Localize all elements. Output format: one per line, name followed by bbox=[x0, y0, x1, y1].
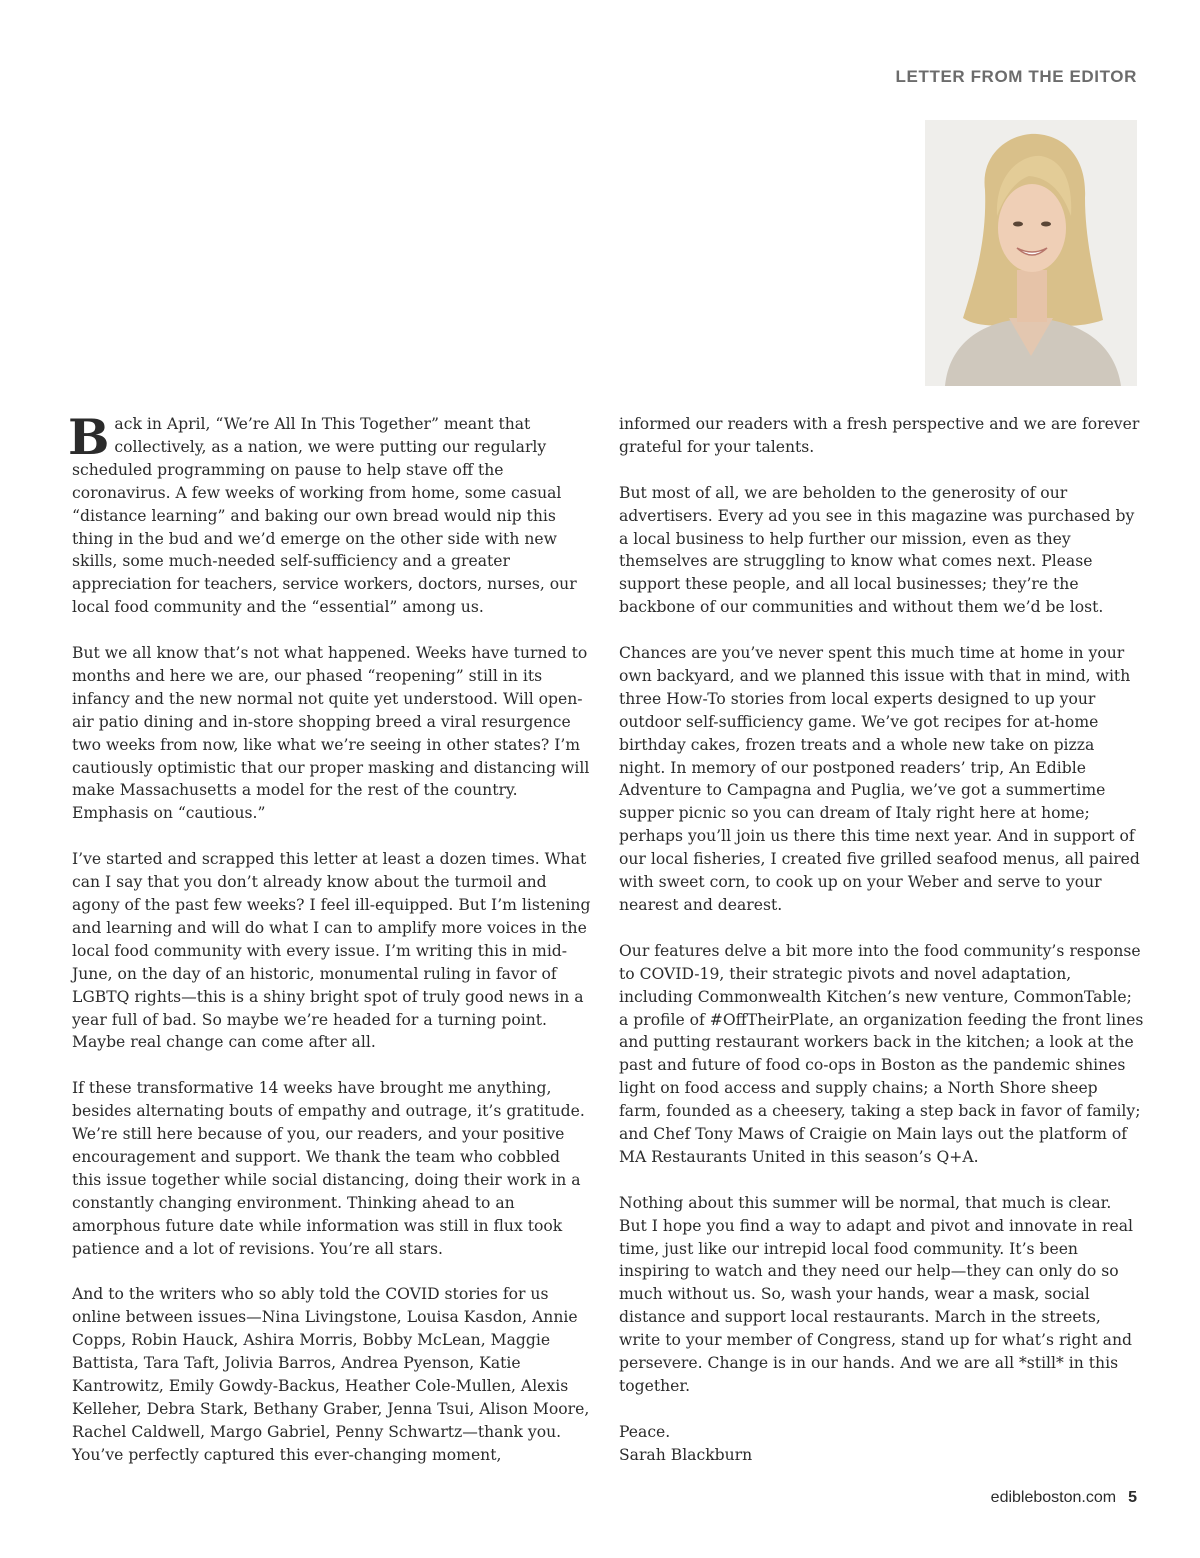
paragraph-8: Our features delve a bit more into the food community’s response to COVID-19, their strategic pivots and novel adaptation, including Commonwealth Kitchen’s new venture, CommonTable; a profile of #OffTheirPlate, an organization feeding the front lines and putting restaurant workers back in the kitchen; a look at the past and future of food co-ops in Boston as the pandemic shines light on food access and supply chains; a North Shore sheep farm, founded as a cheesery, taking a step back in favor of family; and Chef Tony Maws of Craigie on Main lays out the platform of MA Restaurants United in this season’s Q+A. bbox=[619, 941, 1144, 1166]
paragraph-1 bbox=[68, 408, 592, 619]
sign-off: Peace. bbox=[619, 1422, 671, 1441]
paragraph-1-text: ack in April, “We’re All In This Together” meant that collectively, as a nation, we were putting our regularly scheduled programming on pause to help stave off the coronavirus. A few weeks of working from home, some casual “distance learning” and baking our own bread would nip this thing in the bud and we’d emerge on the other side with new skills, some much-needed self-sufficiency and a greater appreciation for teachers, service workers, doctors, nurses, our local food community and the “essential” among us. bbox=[72, 415, 577, 617]
page-number: 5 bbox=[1128, 1489, 1137, 1506]
paragraph-3: I’ve started and scrapped this letter at least a dozen times. What can I say that you don’t already know about the turmoil and agony of the past few weeks? I feel ill-equipped. But I’m listening and learning and will do what I can to amplify more voices in the local food community with every issue. I’m writing this in mid-June, on the day of an historic, monumental ruling in favor of LGBTQ rights—this is a shiny bright spot of truly good news in a year full of bad. So maybe we’re headed for a turning point. Maybe real change can come after all. bbox=[72, 850, 591, 1052]
letter-column-right bbox=[619, 413, 1144, 1467]
paragraph-6: But most of all, we are beholden to the generosity of our advertisers. Every ad you see in this magazine was purchased by a local business to help further our mission, even as they themselves are struggling to know what comes next. Please support these people, and all local businesses; they’re the backbone of our communities and without them we’d be lost. bbox=[619, 483, 1135, 617]
paragraph-4: If these transformative 14 weeks have brought me anything, besides alternating bouts of empathy and outrage, it’s gratitude. We’re still here because of you, our readers, and your positive encouragement and support. We thank the team who cobbled this issue together while social distancing, doing their work in a constantly changing environment. Thinking ahead to an amorphous future date while information was still in flux took patience and a lot of revisions. You’re all stars. bbox=[72, 1079, 585, 1258]
editor-portrait-icon bbox=[925, 120, 1137, 386]
editor-portrait bbox=[925, 120, 1137, 386]
signature: Sarah Blackburn bbox=[619, 1445, 753, 1464]
paragraph-7: Chances are you’ve never spent this much time at home in your own backyard, and we planned this issue with that in mind, with three How-To stories from local experts designed to up your outdoor self-sufficiency game. We’ve got recipes for at-home birthday cakes, frozen treats and a whole new take on pizza night. In memory of our postponed readers’ trip, An Edible Adventure to Campagna and Puglia, we’ve got a summertime supper picnic so you can dream of Italy right here at home; perhaps you’ll join us there this time next year. And in support of our local fisheries, I created five grilled seafood menus, all paired with sweet corn, to cook up on your Weber and serve to your nearest and dearest. bbox=[619, 644, 1140, 914]
paragraph-5: And to the writers who so ably told the COVID stories for us online between issues—Nina Livingstone, Louisa Kasdon, Annie Copps, Robin Hauck, Ashira Morris, Bobby McLean, Maggie Battista, Tara Taft, Jolivia Barros, Andrea Pyenson, Katie Kantrowitz, Emily Gowdy-Backus, Heather Cole-Mullen, Alexis Kelleher, Debra Stark, Bethany Graber, Jenna Tsui, Alison Moore, Rachel Caldwell, Margo Gabriel, Penny Schwartz—thank you. You’ve perfectly captured this ever-changing moment, bbox=[72, 1285, 590, 1464]
paragraph-5-continued: informed our readers with a fresh perspective and we are forever grateful for your talents. bbox=[619, 415, 1140, 456]
paragraph-2: But we all know that’s not what happened. Weeks have turned to months and here we are, our phased “reopening” still in its infancy and the new normal not quite yet understood. Will open-air patio dining and in-store shopping breed a viral resurgence two weeks from now, like what we’re seeing in other states? I’m cautiously optimistic that our proper masking and distancing will make Massachusetts a model for the rest of the country. Emphasis on “cautious.” bbox=[72, 644, 590, 823]
website-link[interactable]: edibleboston.com bbox=[990, 1489, 1117, 1506]
drop-cap: B bbox=[68, 408, 110, 466]
letter-column-left bbox=[68, 408, 592, 1467]
paragraph-9: Nothing about this summer will be normal, that much is clear. But I hope you find a way to adapt and pivot and innovate in real time, just like our intrepid local food community. It’s been inspiring to watch and they need our help—they can only do so much without us. So, wash your hands, wear a mask, social distance and support local restaurants. March in the streets, write to your member of Congress, stand up for what’s right and persevere. Change is in our hands. And we are all *still* in this together. bbox=[619, 1193, 1133, 1395]
section-label: LETTER FROM THE EDITOR bbox=[895, 67, 1137, 86]
page-footer bbox=[991, 1489, 1137, 1507]
